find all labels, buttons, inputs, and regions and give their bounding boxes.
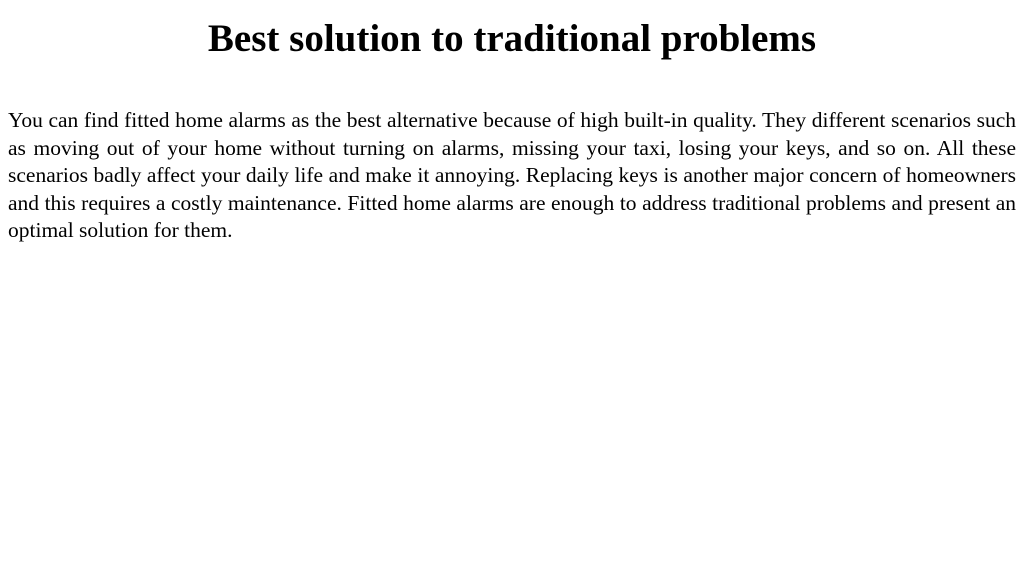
slide-title: Best solution to traditional problems (207, 17, 817, 60)
slide-body-text: You can find fitted home alarms as the best alternative because of high built-in quality. They different scenarios such as moving out of your home without turning on alarms, missing your taxi, losing your keys, and so on. All these scenarios badly affect your daily life and make it annoying. Replacing keys is another major concern of homeowners and this requires a costly maintenance. Fitted home alarms are enough to address traditional problems and present an optimal solution for them. (8, 108, 1016, 243)
